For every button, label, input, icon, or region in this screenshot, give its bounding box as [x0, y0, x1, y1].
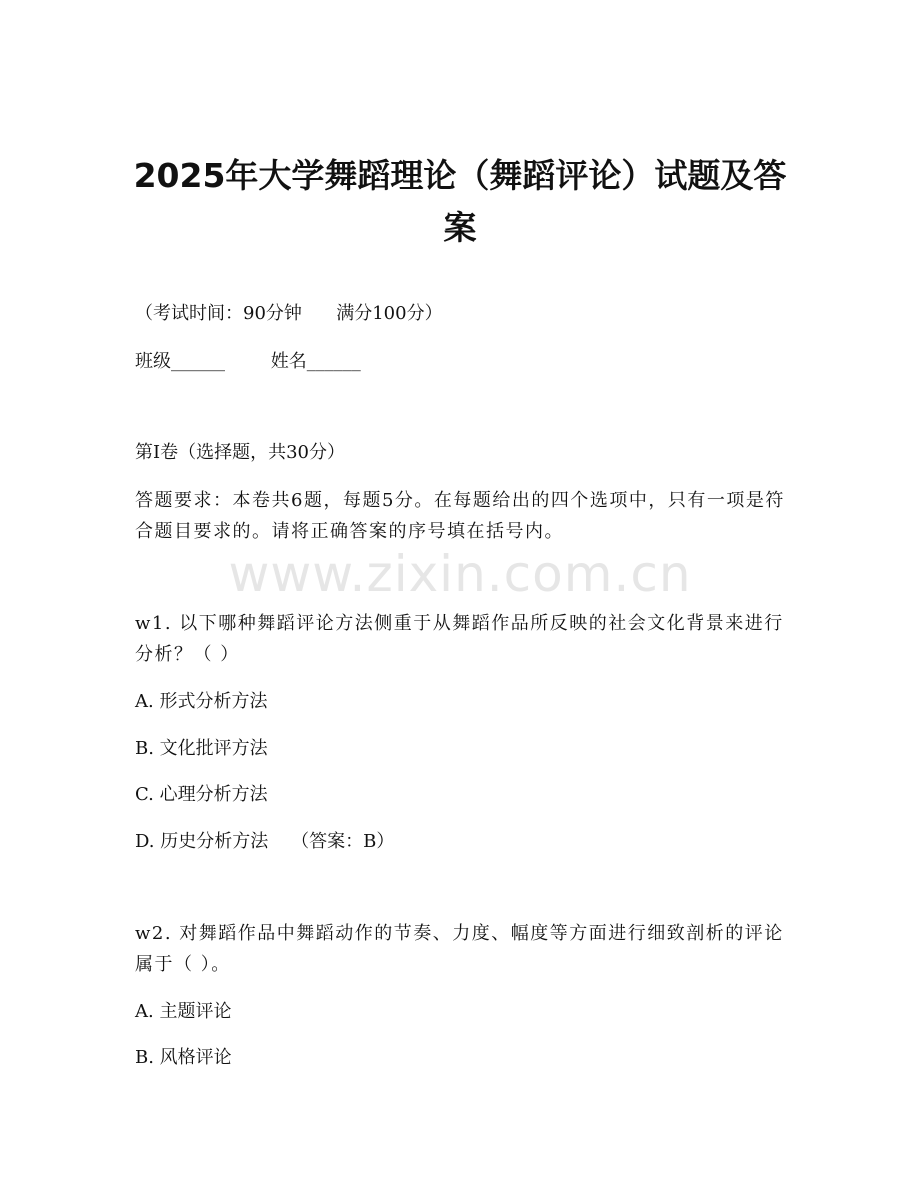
instructions: 答题要求：本卷共6题，每题5分。在每题给出的四个选项中，只有一项是符合题目要求的。请将正确答案的序号填在括号内。	[135, 490, 785, 542]
student-fields: 班级______ 姓名______	[135, 351, 361, 372]
question-1-option-c: C. 心理分析方法	[135, 784, 268, 805]
question-2-option-b: B. 风格评论	[135, 1047, 232, 1068]
question-1-option-a: A. 形式分析方法	[135, 691, 268, 712]
question-1-option-b: B. 文化批评方法	[135, 738, 268, 759]
question-1-stem: w1. 以下哪种舞蹈评论方法侧重于从舞蹈作品所反映的社会文化背景来进行分析？（ ）	[135, 613, 784, 665]
question-2-stem: w2. 对舞蹈作品中舞蹈动作的节奏、力度、幅度等方面进行细致剖析的评论属于（ ）。	[135, 923, 784, 975]
exam-info: （考试时间：90分钟 满分100分）	[135, 303, 443, 324]
document-title: 2025年大学舞蹈理论（舞蹈评论）试题及答案	[133, 156, 787, 247]
question-1-option-d: D. 历史分析方法 （答案：B）	[135, 831, 395, 852]
watermark: www.zixin.com.cn	[228, 545, 692, 603]
question-2-option-a: A. 主题评论	[135, 1001, 232, 1022]
section-heading: 第Ⅰ卷（选择题，共30分）	[135, 442, 346, 463]
